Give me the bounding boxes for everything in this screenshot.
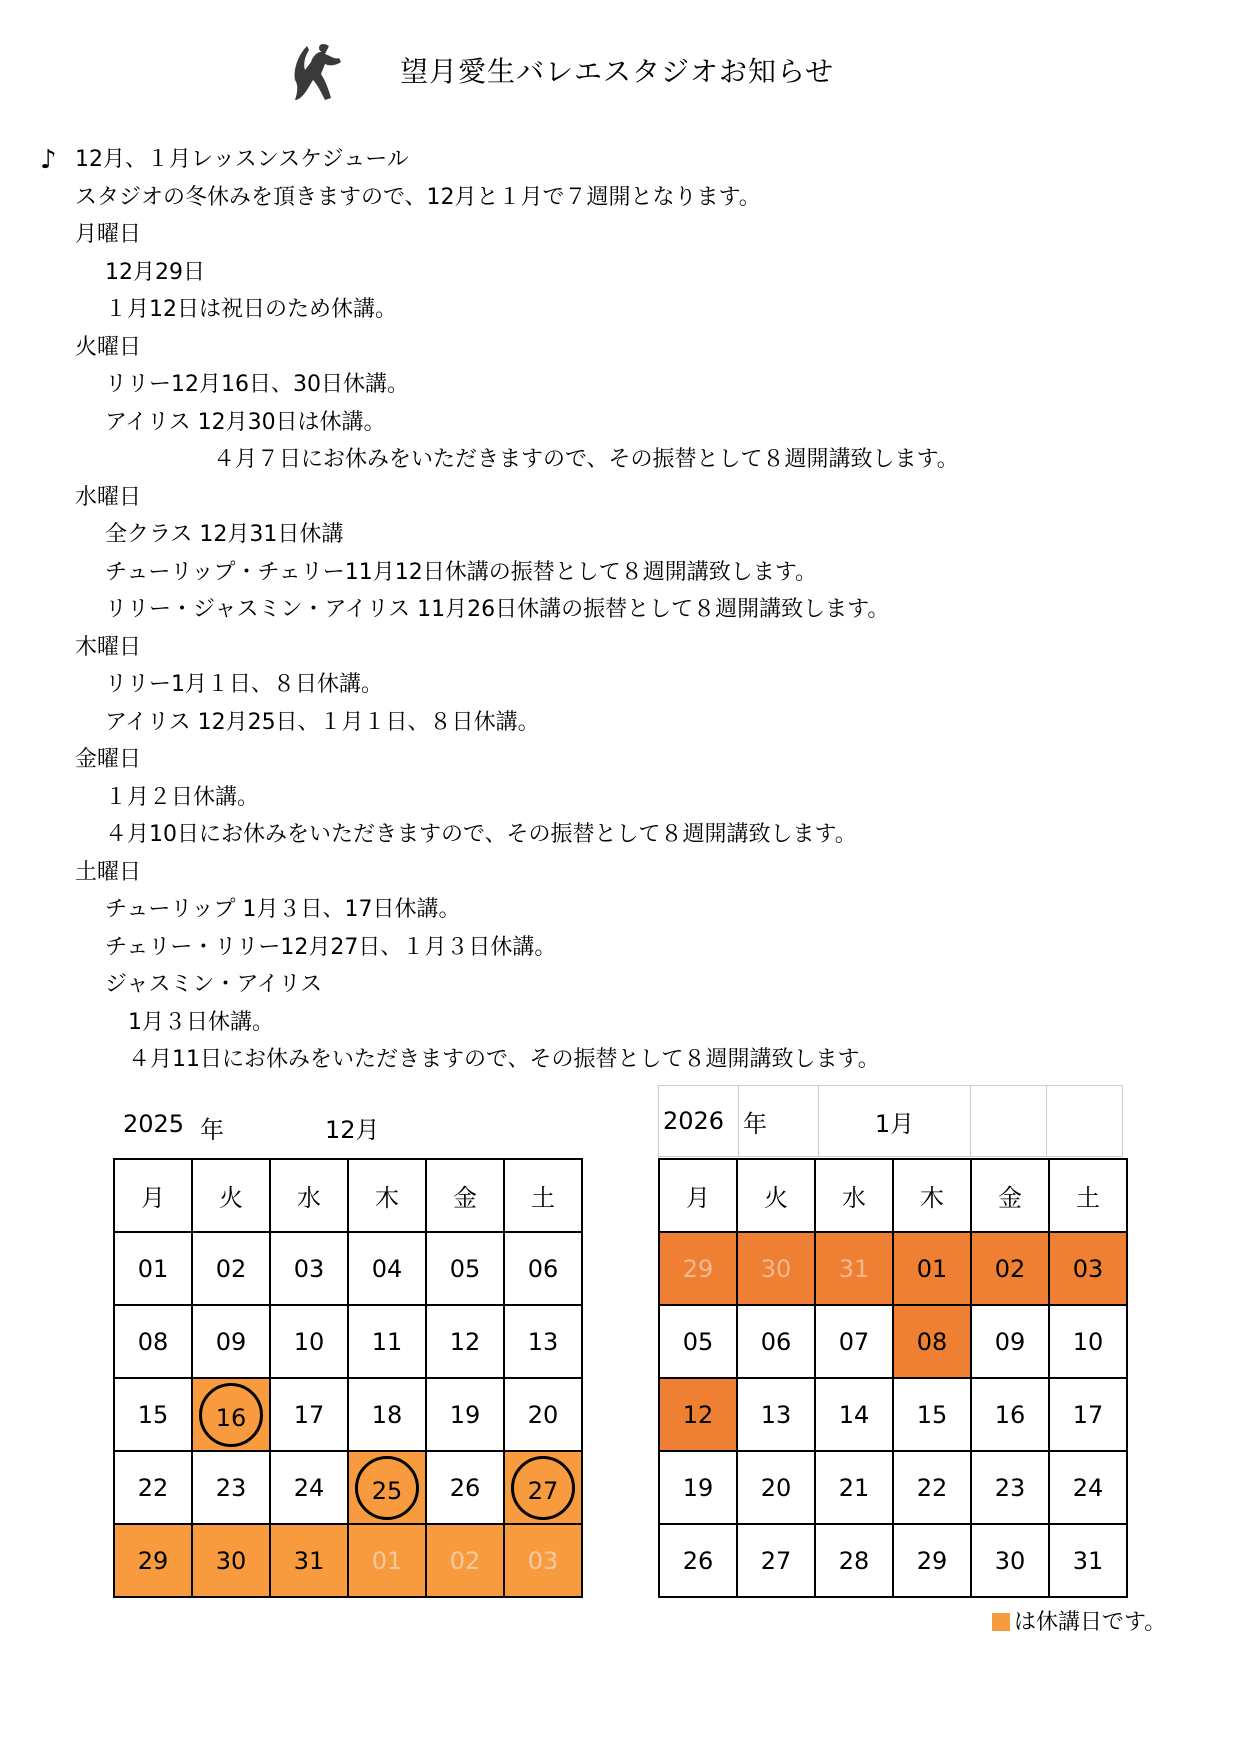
- text-line: アイリス 12月30日は休講。: [105, 410, 386, 435]
- day-cell: 13: [504, 1305, 582, 1378]
- legend: [992, 1605, 1166, 1636]
- weekday-header: 水: [815, 1159, 893, 1232]
- page-header: [0, 40, 1241, 100]
- day-heading-fri: 金曜日: [75, 747, 142, 772]
- day-cell: 22: [893, 1451, 971, 1524]
- day-cell-holiday: 01: [893, 1232, 971, 1305]
- day-cell: 18: [348, 1378, 426, 1451]
- day-cell-holiday-prev-month: 31: [815, 1232, 893, 1305]
- dec-month: 12月: [325, 1116, 380, 1144]
- day-cell: 14: [815, 1378, 893, 1451]
- day-cell: 09: [192, 1305, 270, 1378]
- day-cell: 30: [971, 1524, 1049, 1597]
- day-cell: 23: [192, 1451, 270, 1524]
- day-cell-holiday-prev-month: 30: [737, 1232, 815, 1305]
- day-cell-holiday: [348, 1451, 426, 1524]
- day-cell: 04: [348, 1232, 426, 1305]
- text-line: リリー1月１日、８日休講。: [105, 672, 383, 697]
- day-cell-holiday-prev-month: 29: [659, 1232, 737, 1305]
- day-cell: 15: [893, 1378, 971, 1451]
- text-line: １月２日休講。: [105, 785, 260, 810]
- day-cell: 12: [426, 1305, 504, 1378]
- jan-month: 1月: [819, 1086, 971, 1157]
- ballet-dancers-logo-icon: [285, 40, 349, 104]
- day-cell: 28: [815, 1524, 893, 1597]
- weekday-header: 火: [192, 1159, 270, 1232]
- text-line: １月12日は祝日のため休講。: [105, 297, 397, 322]
- jan-calendar: [658, 1158, 1128, 1598]
- day-cell: 26: [659, 1524, 737, 1597]
- text-line: ４月10日にお休みをいただきますので、その振替として８週開講致します。: [105, 822, 857, 847]
- day-cell-holiday: [504, 1451, 582, 1524]
- text-line: チューリップ・チェリー11月12日休講の振替として８週開講致します。: [105, 560, 818, 585]
- day-cell: 29: [893, 1524, 971, 1597]
- empty-cell: [1047, 1086, 1123, 1157]
- day-cell: 24: [1049, 1451, 1127, 1524]
- day-cell-holiday-next-month: 02: [426, 1524, 504, 1597]
- weekday-header: 火: [737, 1159, 815, 1232]
- text-line: アイリス 12月25日、１月１日、８日休講。: [105, 710, 540, 735]
- circled-day: 16: [199, 1383, 263, 1447]
- text-line: リリー・ジャスミン・アイリス 11月26日休講の振替として８週開講致します。: [105, 597, 890, 622]
- day-cell: 26: [426, 1451, 504, 1524]
- day-cell: 09: [971, 1305, 1049, 1378]
- day-cell: 11: [348, 1305, 426, 1378]
- day-cell: 24: [270, 1451, 348, 1524]
- day-cell: 17: [270, 1378, 348, 1451]
- day-heading-mon: 月曜日: [75, 222, 142, 247]
- day-cell: 10: [1049, 1305, 1127, 1378]
- page-title: 望月愛生バレエスタジオお知らせ: [400, 55, 835, 88]
- jan-calendar-header: [658, 1085, 1123, 1157]
- day-cell: 06: [504, 1232, 582, 1305]
- day-cell: 22: [114, 1451, 192, 1524]
- day-cell-holiday: 12: [659, 1378, 737, 1451]
- day-heading-thu: 木曜日: [75, 635, 142, 660]
- text-line: 12月29日: [105, 260, 205, 285]
- weekday-header: 土: [504, 1159, 582, 1232]
- day-cell: 23: [971, 1451, 1049, 1524]
- legend-text: は休講日です。: [1014, 1610, 1167, 1635]
- weekday-header: 土: [1049, 1159, 1127, 1232]
- day-cell-holiday-next-month: 03: [504, 1524, 582, 1597]
- music-note-icon: ♪: [40, 145, 57, 175]
- day-cell-holiday: 02: [971, 1232, 1049, 1305]
- day-cell-holiday: 08: [893, 1305, 971, 1378]
- day-cell-holiday-next-month: 01: [348, 1524, 426, 1597]
- day-cell: 15: [114, 1378, 192, 1451]
- text-line: ４月７日にお休みをいただきますので、その振替として８週開講致します。: [213, 447, 959, 472]
- day-cell-holiday: 31: [270, 1524, 348, 1597]
- day-cell-holiday: 03: [1049, 1232, 1127, 1305]
- day-cell: 10: [270, 1305, 348, 1378]
- weekday-header: 月: [114, 1159, 192, 1232]
- day-cell: 05: [426, 1232, 504, 1305]
- dec-year: 2025: [123, 1110, 185, 1138]
- text-line: 全クラス 12月31日休講: [105, 522, 344, 547]
- day-cell: 07: [815, 1305, 893, 1378]
- day-cell-holiday: 30: [192, 1524, 270, 1597]
- circled-day: 27: [511, 1456, 575, 1520]
- day-cell: 20: [504, 1378, 582, 1451]
- day-cell: 19: [659, 1451, 737, 1524]
- day-cell: 13: [737, 1378, 815, 1451]
- day-cell: 19: [426, 1378, 504, 1451]
- weekday-header: 金: [971, 1159, 1049, 1232]
- day-cell: 21: [815, 1451, 893, 1524]
- day-cell: 31: [1049, 1524, 1127, 1597]
- day-cell: 16: [971, 1378, 1049, 1451]
- text-line: リリー12月16日、30日休講。: [105, 372, 409, 397]
- dec-year-label: 年: [200, 1116, 224, 1144]
- legend-swatch: [992, 1613, 1010, 1631]
- day-cell-holiday: [192, 1378, 270, 1451]
- weekday-header: 月: [659, 1159, 737, 1232]
- text-line: ４月11日にお休みをいただきますので、その振替として８週開講致します。: [128, 1047, 880, 1072]
- jan-year-label: 年: [739, 1086, 819, 1157]
- weekday-header: 木: [893, 1159, 971, 1232]
- day-cell: 27: [737, 1524, 815, 1597]
- weekday-header: 金: [426, 1159, 504, 1232]
- day-cell: 02: [192, 1232, 270, 1305]
- day-cell-holiday: 29: [114, 1524, 192, 1597]
- jan-year: 2026: [659, 1086, 739, 1157]
- schedule-heading: 12月、１月レッスンスケジュール: [75, 147, 409, 172]
- day-heading-wed: 水曜日: [75, 485, 142, 510]
- circled-day: 25: [355, 1456, 419, 1520]
- text-line: 1月３日休講。: [128, 1010, 274, 1035]
- text-line: チューリップ 1月３日、17日休講。: [105, 897, 461, 922]
- day-cell: 06: [737, 1305, 815, 1378]
- weekday-header: 水: [270, 1159, 348, 1232]
- text-line: ジャスミン・アイリス: [105, 972, 323, 997]
- day-heading-tue: 火曜日: [75, 335, 142, 360]
- text-line: チェリー・リリー12月27日、１月３日休講。: [105, 935, 557, 960]
- dec-calendar: [113, 1158, 583, 1598]
- day-cell: 08: [114, 1305, 192, 1378]
- empty-cell: [971, 1086, 1047, 1157]
- intro-text: スタジオの冬休みを頂きますので、12月と１月で７週開となります。: [75, 185, 761, 210]
- day-cell: 05: [659, 1305, 737, 1378]
- day-cell: 01: [114, 1232, 192, 1305]
- weekday-header: 木: [348, 1159, 426, 1232]
- day-cell: 20: [737, 1451, 815, 1524]
- day-cell: 03: [270, 1232, 348, 1305]
- day-heading-sat: 土曜日: [75, 860, 142, 885]
- day-cell: 17: [1049, 1378, 1127, 1451]
